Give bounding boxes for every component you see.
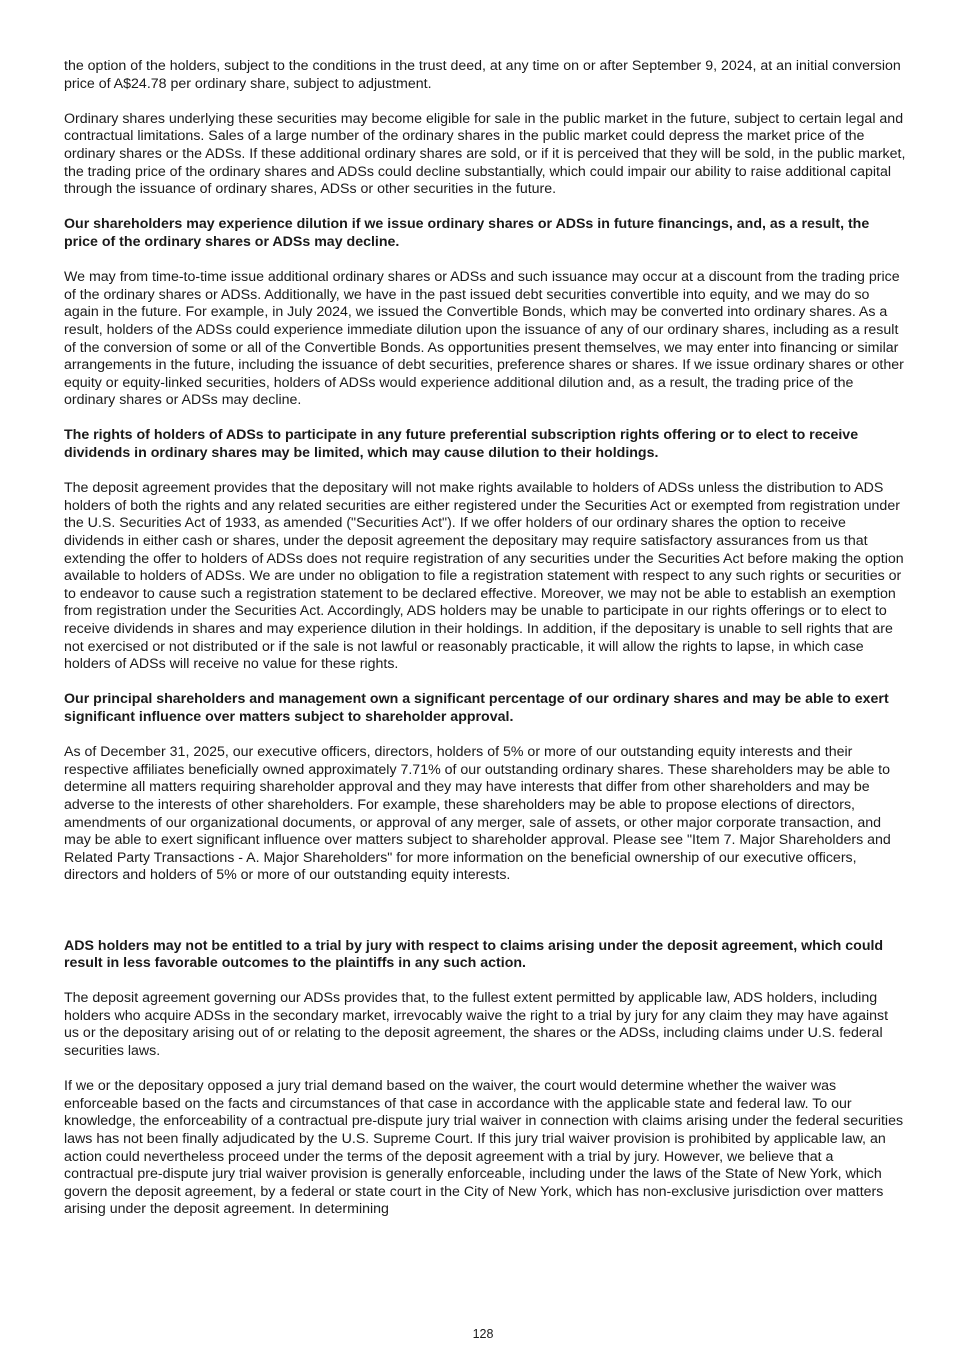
heading-dilution-future-financings: Our shareholders may experience dilution if we issue ordinary shares or ADSs in future financings, and, as a result, the price of the ordinary shares or ADSs may decline. — [64, 216, 870, 250]
paragraph-dilution-issuance: We may from time-to-time issue additional ordinary shares or ADSs and such issuance may occur at a discount from the trading price of the ordinary shares or ADSs. Additionally, we have in the past issued debt securities convertible into equity, and we may do so again in the future. For example, in July 2024, we issued the Convertible Bonds, which may be converted into ordinary shares. As a result, holders of the ADSs could experience immediate dilution upon the issuance of any of our ordinary shares, including as a result of the conversion of some or all of the Convertible Bonds. As opportunities present themselves, we may enter into financing or similar arrangements in the future, including the issuance of debt securities, preference shares or shares. If we issue ordinary shares or other equity or equity-linked securities, holders of ADSs would experience additional dilution and, as a result, the trading price of the ordinary shares or ADSs may decline. — [64, 269, 904, 409]
page-number: 128 — [472, 1327, 494, 1341]
heading-preferential-rights: The rights of holders of ADSs to participate in any future preferential subscription rights offering or to elect to receive dividends in ordinary shares may be limited, which may cause dilution to their holdings. — [64, 427, 859, 462]
paragraph-beneficial-ownership: As of December 31, 2025, our executive officers, directors, holders of 5% or more of our outstanding equity interests and their respective affiliates beneficially owned approximately 7.71% of our outstanding ordinary shares. These shareholders may be able to determine all matters requiring shareholder approval and they may have interests that differ from other shareholders and may be adverse to the interests of other shareholders. For example, these shareholders may be able to propose elections of directors, amendments of our organizational documents, or approval of any merger, sale of assets, or other major corporate transaction, and may be able to exert significant influence over matters subject to shareholder approval. Please see "Item 7. Major Shareholders and Related Party Transactions - A. Major Shareholders" for more information on the beneficial ownership of our executive officers, directors and holders of 5% or more of our outstanding equity interests. — [64, 744, 891, 884]
paragraph-conversion-terms: the option of the holders, subject to the conditions in the trust deed, at any time on or after September 9, 2024, at an initial conversion price of A$24.78 per ordinary share, subject to adjustment. — [64, 58, 901, 92]
document-body — [64, 58, 906, 1237]
section-spacer — [64, 903, 906, 938]
paragraph-future-sales: Ordinary shares underlying these securities may become eligible for sale in the public market in the future, subject to certain legal and contractual limitations. Sales of a large number of the ordinary shares in the public market could depress the market price of the ordinary shares or the ADSs. If these additional ordinary shares are sold, or if it is perceived that they will be sold, in the public market, the trading price of the ordinary shares and ADSs could decline substantially, which could impair our ability to raise additional capital through the issuance of ordinary shares, ADSs or other securities in the future. — [64, 110, 906, 198]
paragraph-waiver-enforceability: If we or the depositary opposed a jury trial demand based on the waiver, the court would determine whether the waiver was enforceable based on the facts and circumstances of that case in accordance with the applicable state and federal law. To our knowledge, the enforceability of a contractual pre-dispute jury trial waiver in connection with claims arising under the federal securities laws has not been finally adjudicated by the U.S. Supreme Court. If this jury trial waiver provision is prohibited by applicable law, an action could nevertheless proceed under the terms of the deposit agreement with a trial by jury. However, we believe that a contractual pre-dispute jury trial waiver provision is generally enforceable, including under the laws of the State of New York, which govern the deposit agreement, by a federal or state court in the City of New York, which has non-exclusive jurisdiction over matters arising under the deposit agreement. In determining — [64, 1078, 904, 1218]
paragraph-jury-waiver: The deposit agreement governing our ADSs provides that, to the fullest extent permitted by applicable law, ADS holders, including holders who acquire ADSs in the secondary market, irrevocably waive the right to a trial by jury for any claim they may have against us or the depositary arising out of or relating to the deposit agreement, the shares or the ADSs, including claims under U.S. federal securities laws. — [64, 990, 889, 1060]
heading-principal-shareholders: Our principal shareholders and management own a significant percentage of our ordinary shares and may be able to exert significant influence over matters subject to shareholder approval. — [64, 691, 889, 725]
paragraph-deposit-agreement-rights: The deposit agreement provides that the depositary will not make rights available to holders of ADSs unless the distribution to ADS holders of both the rights and any related securities are either registered under the Securities Act or exempted from registration under the U.S. Securities Act of 1933, as amended ("Securities Act"). If we offer holders of our ordinary shares the option to receive dividends in either cash or shares, under the deposit agreement the depositary may require satisfactory assurances from us that extending the offer to holders of ADSs does not require registration of any securities under the Securities Act before making the option available to holders of ADSs. We are under no obligation to file a registration statement with respect to any such rights or securities or to endeavor to cause such a registration statement to be declared effective. Moreover, we may not be able to establish an exemption from registration under the Securities Act. Accordingly, ADS holders may be unable to participate in our rights offerings or to elect to receive dividends in shares and may experience dilution in their holdings. In addition, if the depositary is unable to sell rights that are not exercised or not distributed or if the sale is not lawful or reasonably practicable, it will allow the rights to lapse, in which case holders of ADSs will receive no value for these rights. — [64, 480, 904, 673]
heading-jury-trial: ADS holders may not be entitled to a trial by jury with respect to claims arising under the deposit agreement, which could result in less favorable outcomes to the plaintiffs in any such action. — [64, 937, 884, 972]
